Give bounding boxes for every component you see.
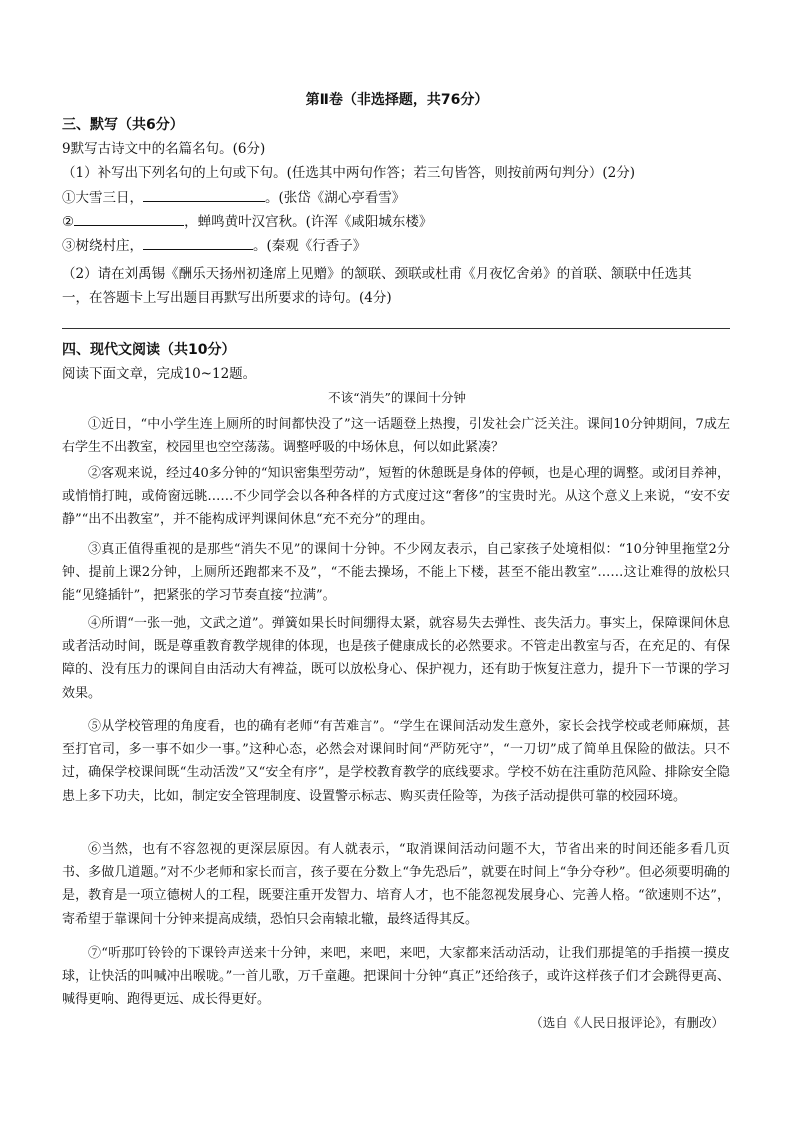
section4-title: 四、现代文阅读（共10分） [62, 342, 236, 358]
article-paragraph-6: ⑥当然，也有不容忽视的更深层原因。有人就表示，“取消课间活动问题不大，节省出来的时间还能多看几页书、多做几道题。”对不少老师和家长而言，孩子要在分数上“争先恐后”，就要在时间上“争分夺秒”。但必须要明确的是，教育是一项立德树人的工程，既要注重开发智力、培育人才，也不能忽视发展身心、完善人格。“欲速则不达”，寄希望于靠课间十分钟来提高成绩，恐怕只会南辕北辙，最终适得其反。 [62, 842, 730, 927]
article-paragraph-7: ⑦“听那叮铃铃的下课铃声送来十分钟，来吧，来吧，来吧，大家都来活动活动，让我们那提笔的手指摸一摸皮球，让快活的叫喊冲出喉咙。”一首儿歌，万千童趣。把课间十分钟“真正”还给孩子，或许这样孩子们才会跳得更高、喊得更响、跑得更远、成长得更好。 [62, 946, 730, 1008]
fill-item-2 [62, 211, 432, 232]
section-divider [62, 328, 730, 329]
answer-blank-3[interactable] [143, 235, 253, 250]
fill-item-1-post: 。(张岱《湖心亭看雪》 [265, 190, 406, 206]
part-title: 第Ⅱ卷（非选择题，共76分） [305, 92, 489, 108]
fill-item-3-pre: ③树绕村庄， [62, 238, 143, 254]
answer-blank-2[interactable] [74, 211, 184, 226]
fill-item-2-pre: ② [62, 214, 75, 230]
fill-item-1 [62, 187, 405, 208]
article-paragraph-3: ③真正值得重视的是那些“消失不见”的课间十分钟。不少网友表示，自己家孩子处境相似：“10分钟里拖堂2分钟、提前上课2分钟，上厕所还跑都来不及”，“不能去操场，不能上下楼，甚至不能出教室”……这让难得的放松只能“见缝插针”，把紧张的学习节奏直接“拉满”。 [62, 542, 730, 604]
article-source: （选自《人民日报评论》，有删改） [530, 1015, 724, 1030]
article-paragraph-5: ⑤从学校管理的角度看，也的确有老师“有苦难言”。“学生在课间活动发生意外，家长会找学校或老师麻烦，甚至打官司，多一事不如少一事。”这种心态，必然会对课间时间“严防死守”，“一刀切”成了简单且保险的做法。只不过，确保学校课间既“生动活泼”又“安全有序”，是学校教育教学的底线要求。学校不妨在注重防范风险、排除安全隐患上多下功夫，比如，制定安全管理制度、设置警示标志、购买责任险等，为孩子活动提供可靠的校园环境。 [62, 719, 730, 804]
article-paragraph-4: ④所谓“一张一弛，文武之道”。弹簧如果长时间绷得太紧，就容易失去弹性、丧失活力。事实上，保障课间休息或者活动时间，既是尊重教育教学规律的体现，也是孩子健康成长的必然要求。不管走出教室与否，在充足的、有保障的、没有压力的课间自由活动大有裨益，既可以放松身心、保护视力，还有助于恢复注意力，提升下一节课的学习效果。 [62, 616, 730, 701]
question9: 9默写古诗文中的名篇名句。(6分) [62, 141, 266, 157]
question9-sub2-line1: （2）请在刘禹锡《酬乐天扬州初逢席上见赠》的颔联、颈联或杜甫《月夜忆舍弟》的首联、颔联中任选其 [62, 266, 692, 282]
fill-item-1-pre: ①大雪三日， [62, 190, 143, 206]
article-paragraph-2: ②客观来说，经过40多分钟的“知识密集型劳动”，短暂的休憩既是身体的停顿，也是心理的调整。或闭目养神，或悄悄打盹，或倚窗远眺……不少同学会以各种各样的方式度过这“奢侈”的宝贵时光。从这个意义上来说，“安不安静”“出不出教室”，并不能构成评判课间休息“充不充分”的理由。 [62, 466, 730, 528]
answer-blank-1[interactable] [143, 187, 265, 202]
reading-instruction: 阅读下面文章，完成10~12题。 [62, 366, 257, 382]
fill-item-2-post: ，蝉鸣黄叶汉宫秋。(许浑《咸阳城东楼》 [184, 214, 433, 230]
fill-item-3-post: 。(秦观《行香子》 [253, 238, 367, 254]
question9-sub2-line2: 一，在答题卡上写出题目再默写出所要求的诗句。(4分) [62, 290, 392, 306]
section3-title: 三、默写（共6分） [62, 117, 184, 133]
article-title: 不该“消失”的课间十分钟 [328, 390, 466, 405]
question9-sub1: （1）补写出下列名句的上句或下句。(任选其中两句作答；若三句皆答，则按前两句判分）(2分) [62, 165, 635, 181]
article-paragraph-1: ①近日，“中小学生连上厕所的时间都快没了”这一话题登上热搜，引发社会广泛关注。课间10分钟期间，7成左右学生不出教室，校园里也空空荡荡。调整呼吸的中场休息，何以如此紧凑？ [62, 417, 730, 456]
fill-item-3 [62, 235, 366, 256]
